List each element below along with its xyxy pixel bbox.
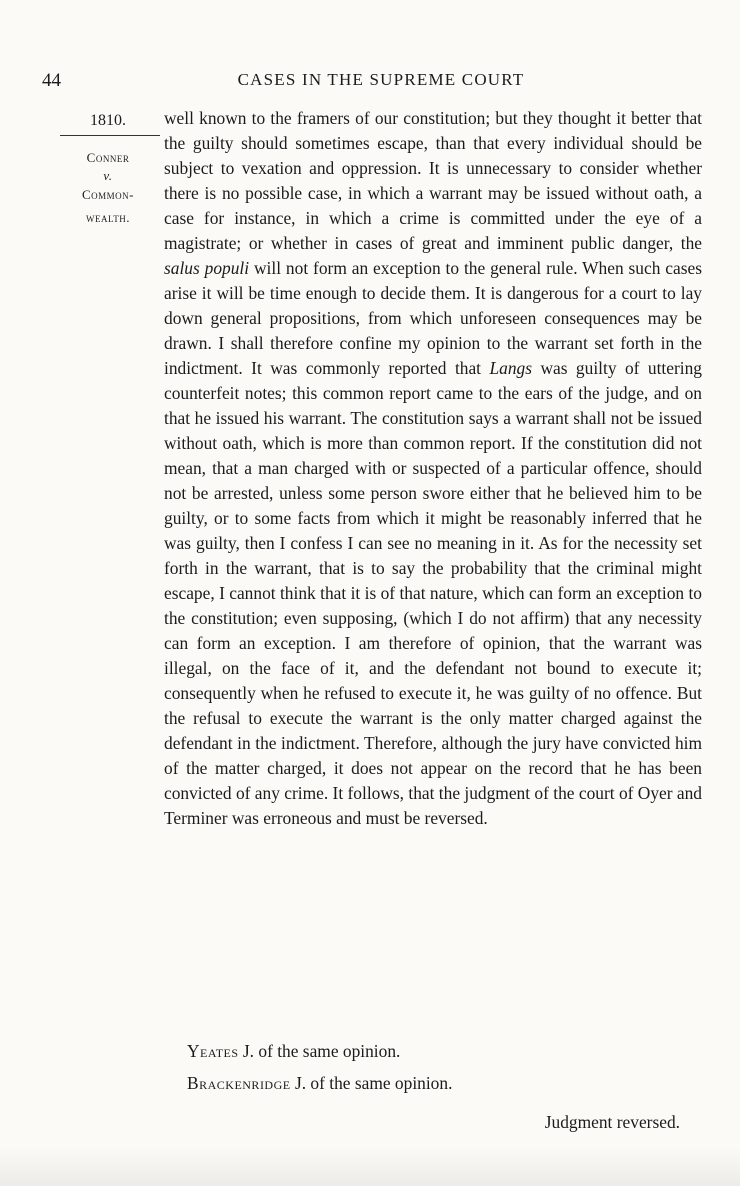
running-head: CASES IN THE SUPREME COURT: [237, 70, 525, 89]
opinion-brackenridge: [187, 1073, 452, 1094]
judge-name: Yeates: [187, 1041, 239, 1061]
opinion-body: [164, 106, 702, 831]
judgment-line: Judgment reversed.: [544, 1112, 680, 1132]
page-edge-shadow: [0, 1146, 740, 1186]
page-number: 44: [42, 70, 61, 91]
opinion-text: J. of the same opinion.: [238, 1041, 401, 1061]
margin-rule: [60, 135, 160, 136]
opinion-yeates: [187, 1041, 400, 1062]
case-versus: v.: [103, 168, 113, 183]
body-text-1: well known to the framers of our constitution; but they thought it better that the guilty should sometimes escape, than that every individual should be subject to vexation and oppression. It is unnecessary to consider whether there is no possible case, in which a warrant may be issued without oath, a case for instance, in which a crime is committed under the eye of a magistrate; or whether in cases of great and imminent public danger, the: [164, 108, 702, 253]
margin-year: 1810.: [90, 112, 126, 129]
margin-note: [58, 112, 158, 229]
case-name: [58, 146, 158, 229]
body-text-3: was guilty of uttering counterfeit notes; this common report came to the ears of the judge, and on that he issued his warrant. The constitution says a warrant shall not be issued without oath, which is more than common report. If the constitution did not mean, that a man charged with or suspected of a particular offence, should not be arrested, unless some person swore either that he believed him to be guilty, or to some facts from which it might be reasonably inferred that he was guilty, then I confess I can see no meaning in it. As for the necessity set forth in the warrant, that is to say the probability that the criminal might escape, I cannot think that it is of that nature, which can form an exception to the constitution; even supposing, (which I do not affirm) that any necessity can form an exception. I am therefore of opinion, that the warrant was illegal, on the face of it, and the defendant not bound to execute it; consequently when he refused to execute it, he was guilty of no offence. But the refusal to execute the warrant is the only matter charged against the defendant in the indictment. Therefore, although the jury have convicted him of the matter charged, it does not appear on the record that he has been convicted of any crime. It follows, that the judgment of the court of Oyer and Terminer was erroneous and must be reversed.: [164, 358, 702, 828]
body-italic-langs: Langs: [489, 358, 532, 378]
body-text-2: will not form an exception to the general rule. When such cases arise it will be time enough to decide them. It is dangerous for a court to lay down general propositions, from which unforeseen consequences may be drawn. I shall therefore confine my opinion to the warrant set forth in the indictment. It was commonly reported that: [164, 258, 702, 378]
case-party-2-line-2: wealth.: [86, 210, 130, 225]
page-header: [42, 70, 700, 96]
case-party-1: Conner: [86, 150, 130, 165]
case-party-2-line-1: Common-: [81, 187, 134, 202]
opinion-text: J. of the same opinion.: [290, 1073, 453, 1093]
body-italic-salus-populi: salus populi: [164, 258, 250, 278]
judge-name: Brackenridge: [187, 1073, 291, 1093]
